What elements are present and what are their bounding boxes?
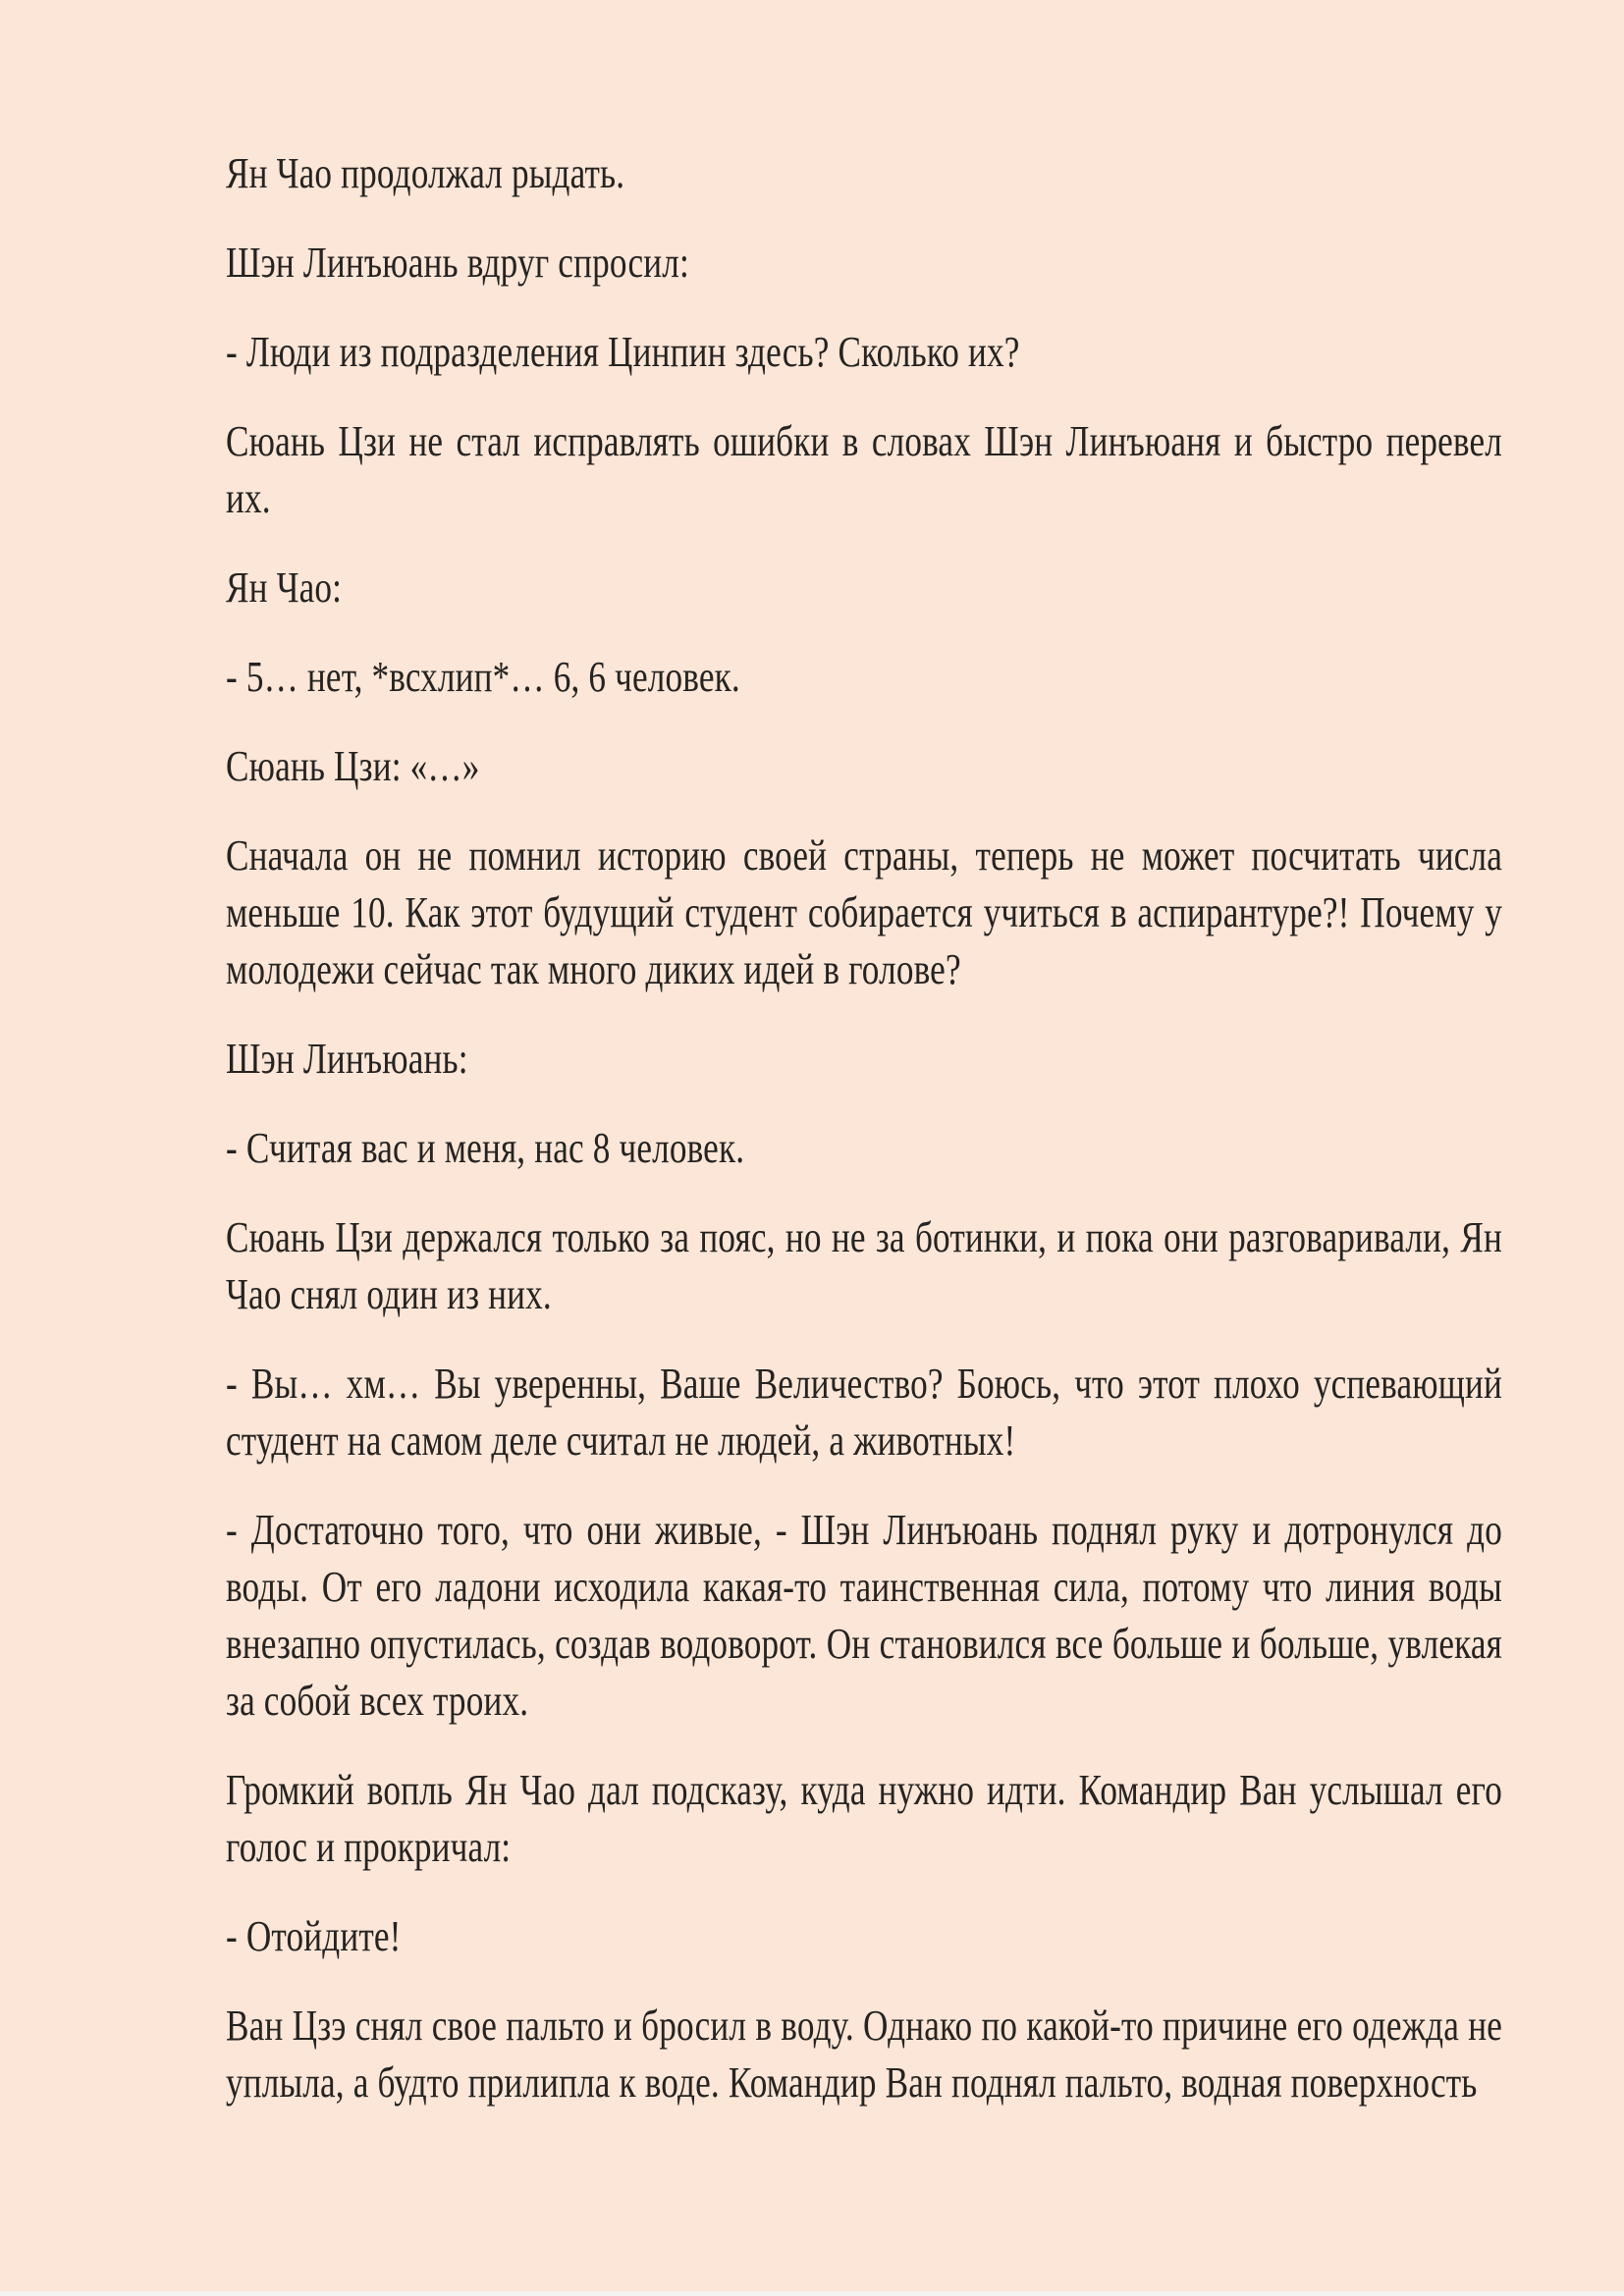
paragraph: Сюань Цзи не стал исправлять ошибки в словах Шэн Линъюаня и быстро перевел их.: [226, 417, 1502, 522]
paragraph: - Вы… хм… Вы уверенны, Ваше Величество? Боюсь, что этот плохо успевающий студент на самом деле считал не людей, а животных!: [226, 1360, 1502, 1465]
paragraph: Сюань Цзи держался только за пояс, но не за ботинки, и пока они разговаривали, Ян Чао снял один из них.: [226, 1213, 1502, 1318]
paragraph: - 5… нет, *всхлип*… 6, 6 человек.: [226, 653, 740, 701]
paragraph: Сначала он не помнил историю своей страны, теперь не может посчитать числа меньше 10. Как этот будущий студент собирается учиться в аспирантуре?! Почему у молодежи сейчас так много диких идей в голове?: [226, 831, 1502, 993]
paragraph: - Отойдите!: [226, 1912, 402, 1960]
paragraph: - Считая вас и меня, нас 8 человек.: [226, 1124, 745, 1172]
paragraph: Ван Цзэ снял свое пальто и бросил в воду. Однако по какой-то причине его одежда не уплыла, а будто прилипла к воде. Командир Ван поднял пальто, водная поверхность: [226, 2002, 1502, 2107]
paragraph: - Достаточно того, что они живые, - Шэн Линъюань поднял руку и дотронулся до воды. От его ладони исходила какая-то таинственная сила, потому что линия воды внезапно опустилась, создав водоворот. Он становился все больше и больше, увлекая за собой всех троих.: [226, 1506, 1502, 1725]
paragraph: - Люди из подразделения Цинпин здесь? Сколько их?: [226, 328, 1020, 376]
text-column: [226, 145, 1502, 2144]
page-bottom-edge: [0, 2291, 1624, 2296]
paragraph: Шэн Линъюань:: [226, 1035, 468, 1083]
paragraph: Сюань Цзи: «…»: [226, 742, 480, 790]
paragraph: Ян Чао:: [226, 563, 343, 612]
paragraph: Шэн Линъюань вдруг спросил:: [226, 239, 689, 287]
paragraph: Ян Чао продолжал рыдать.: [226, 149, 625, 197]
paragraph: Громкий вопль Ян Чао дал подсказу, куда нужно идти. Командир Ван услышал его голос и прокричал:: [226, 1766, 1502, 1871]
